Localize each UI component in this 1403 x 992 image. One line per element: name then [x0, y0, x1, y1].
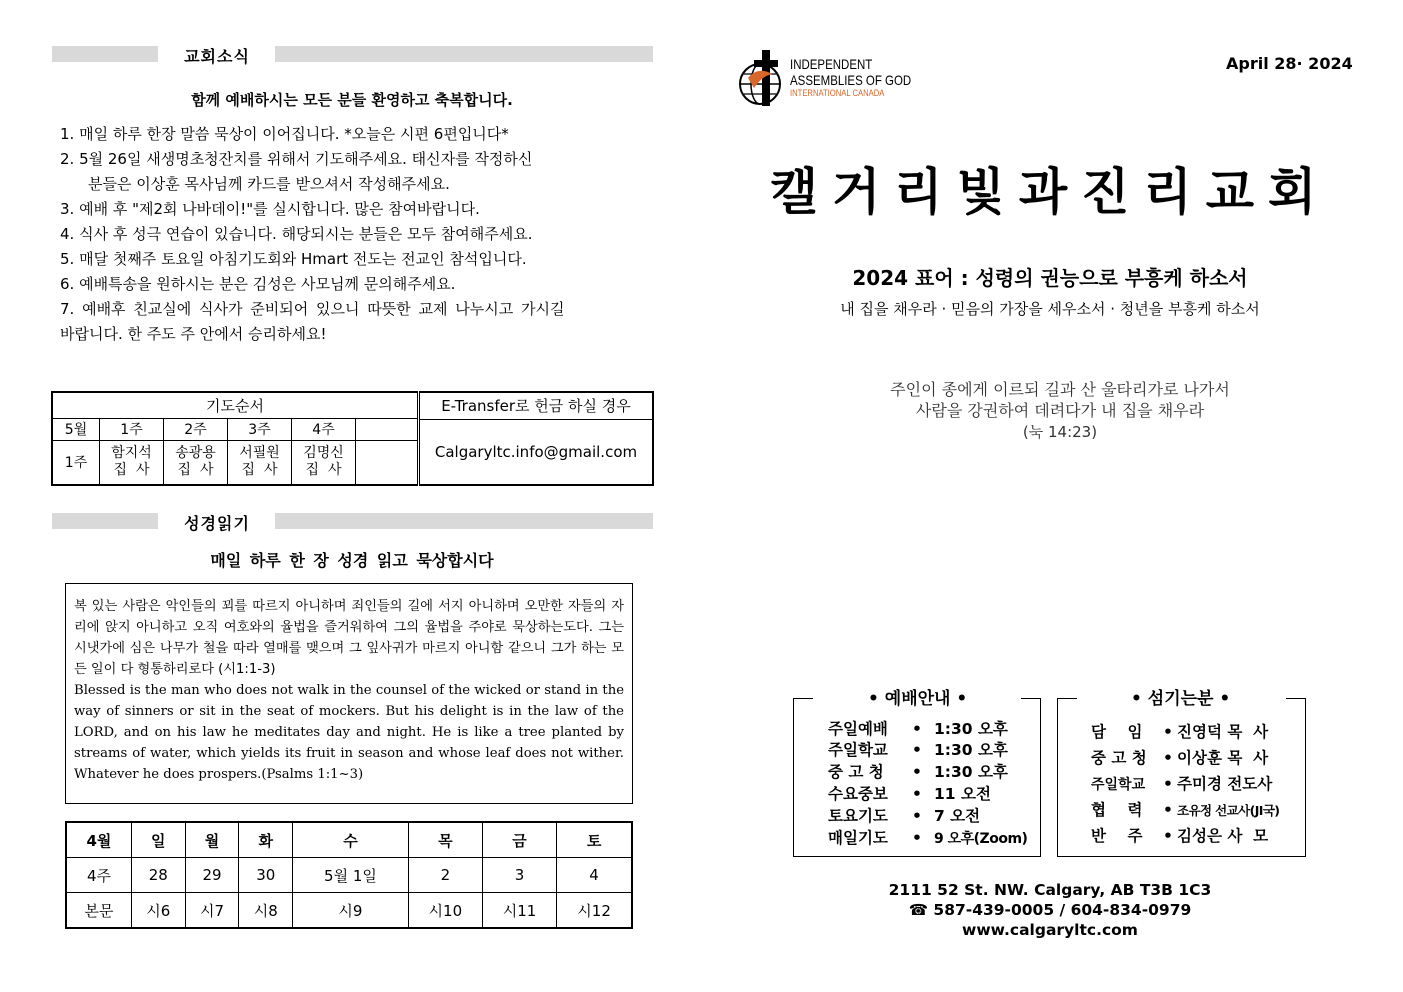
schedule-text: 시12 — [557, 893, 632, 929]
bible-header-bar-left — [52, 513, 158, 529]
schedule-date: 3 — [482, 858, 556, 893]
prayer-table — [51, 391, 654, 486]
schedule-header-tue: 화 — [239, 822, 293, 858]
worship-dot: • — [912, 720, 922, 738]
worship-dot: • — [912, 763, 922, 781]
worship-row-1 — [828, 717, 1008, 739]
worship-row-4 — [828, 782, 991, 804]
theme-verse-line-1: 주인이 종에게 이르되 길과 산 울타리가로 나가서 — [890, 380, 1230, 399]
bible-verse-box — [65, 583, 633, 804]
servant-dot: • — [1163, 723, 1173, 741]
news-welcome: 함께 예배하시는 모든 분들 환영하고 축복합니다. — [191, 91, 513, 109]
news-line-2b: 분들은 이상훈 목사님께 카드를 받으셔서 작성해주세요. — [88, 175, 450, 193]
worship-row-3 — [828, 760, 1008, 782]
bible-verse-english: Blessed is the man who does not walk in the counsel of the wicked or stand in the way of sinners or sit in the seat of mockers. But his delight is in the law of the LORD, and on his law he meditates day and night. He is like a tree planted by streams of water, which yields its fruit in season and whose leaf does not wither. Whatever he does prospers.(Psalms 1:1~3) — [74, 683, 624, 782]
schedule-date: 2 — [408, 858, 482, 893]
servant-person: 조유정 선교사(JI국) — [1177, 803, 1280, 818]
bible-title: 성경읽기 — [184, 514, 250, 533]
worship-dot: • — [912, 741, 922, 759]
bible-verse-korean: 복 있는 사람은 악인들의 꾀를 따르지 아니하며 죄인들의 길에 서지 아니하며 오만한 자들의 자리에 앉지 아니하고 오직 여호와의 율법을 즐거워하여 그의 율법을 주야로 묵상하는도다. 그는 시냇가에 심은 나무가 철을 따라 열매를 맺으며 그 잎사귀가 마르지 아니함 같으니 그가 하는 모든 일이 다 형통하리로다 (시1:1-3) — [74, 599, 624, 677]
logo-line-2: ASSEMBLIES OF GOD — [790, 72, 912, 88]
schedule-date: 4 — [557, 858, 632, 893]
schedule-date: 28 — [131, 858, 185, 893]
worship-time: 1:30 오후 — [934, 741, 1008, 759]
bulletin-date: April 28· 2024 — [1226, 54, 1353, 73]
worship-name: 주일학교 — [828, 741, 888, 759]
logo-line-1: INDEPENDENT — [790, 56, 873, 72]
prayer-person-name: 서필원 — [239, 445, 280, 462]
servant-role: 주일학교 — [1091, 777, 1146, 793]
worship-dot: • — [912, 807, 922, 825]
church-name: 캘거리빛과진리교회 — [769, 163, 1331, 221]
schedule-week: 4주 — [66, 858, 131, 893]
schedule-text: 시8 — [239, 893, 293, 929]
schedule-header-sat: 토 — [557, 822, 632, 858]
worship-name: 토요기도 — [828, 807, 888, 825]
prayer-person-title: 집 사 — [113, 462, 150, 479]
worship-row-2 — [828, 738, 1008, 760]
worship-name: 중 고 청 — [828, 763, 884, 781]
prayer-person-title: 집 사 — [177, 462, 214, 479]
schedule-date: 29 — [185, 858, 239, 893]
servant-row-5 — [1091, 824, 1268, 846]
servant-dot: • — [1163, 775, 1173, 793]
news-line-5: 5. 매달 첫째주 토요일 아침기도회와 Hmart 전도는 전교인 참석입니다. — [60, 250, 527, 268]
prayer-person-4 — [292, 440, 356, 485]
news-header-bar-right — [275, 46, 653, 62]
schedule-text: 시7 — [185, 893, 239, 929]
prayer-week-2: 2주 — [164, 419, 228, 440]
schedule-header-sun: 일 — [131, 822, 185, 858]
prayer-week-4: 4주 — [292, 419, 356, 440]
reading-schedule-table — [65, 821, 633, 929]
servant-person: 진영덕 목 사 — [1177, 723, 1269, 741]
schedule-header-thu: 목 — [408, 822, 482, 858]
motto-subtitle: 내 집을 채우라 · 믿음의 가장을 세우소서 · 청년을 부흥케 하소서 — [840, 300, 1260, 318]
servant-role: 중 고 청 — [1091, 749, 1147, 767]
prayer-week-1: 1주 — [100, 419, 164, 440]
church-phone: ☎ 587-439-0005 / 604-834-0979 — [908, 901, 1192, 919]
prayer-person-title: 집 사 — [305, 462, 342, 479]
prayer-header: 기도순서 — [52, 392, 419, 419]
schedule-text: 시11 — [482, 893, 556, 929]
schedule-text: 시6 — [131, 893, 185, 929]
servant-row-3 — [1091, 772, 1272, 794]
news-line-4: 4. 식사 후 성극 연습이 있습니다. 해당되시는 분들은 모두 참여해주세요. — [60, 225, 533, 243]
servant-person: 김성은 사 모 — [1177, 827, 1269, 845]
worship-row-6 — [828, 826, 1027, 848]
servant-row-1 — [1091, 720, 1268, 742]
news-line-6: 6. 예배특송을 원하시는 분은 김성은 사모님께 문의해주세요. — [60, 275, 456, 293]
servant-dot: • — [1163, 827, 1173, 845]
news-line-7b: 바랍니다. 한 주도 주 안에서 승리하세요! — [60, 325, 327, 343]
news-line-2: 2. 5월 26일 새생명초청잔치를 위해서 기도해주세요. 태신자를 작정하신 — [60, 150, 533, 168]
servants-title: • 섬기는분 • — [1125, 684, 1236, 709]
schedule-header-wed: 수 — [293, 822, 409, 858]
schedule-date: 5월 1일 — [293, 858, 409, 893]
bible-header-bar-right — [275, 513, 653, 529]
church-address: 2111 52 St. NW. Calgary, AB T3B 1C3 — [888, 881, 1212, 899]
servant-role: 협 력 — [1091, 801, 1143, 819]
worship-time: 7 오전 — [934, 807, 981, 825]
prayer-person-name: 송광용 — [175, 445, 216, 462]
servant-person: 주미경 전도사 — [1177, 775, 1273, 793]
servant-role: 담 임 — [1091, 723, 1143, 741]
worship-name: 수요중보 — [828, 785, 888, 803]
logo-line-3: INTERNATIONAL CANADA — [790, 88, 885, 98]
servant-row-2 — [1091, 746, 1268, 768]
news-header-bar-left — [52, 46, 158, 62]
servant-dot: • — [1163, 749, 1173, 767]
prayer-person-3 — [228, 440, 292, 485]
transfer-cell — [419, 392, 654, 485]
prayer-person-1 — [100, 440, 164, 485]
prayer-month: 5월 — [52, 419, 100, 440]
aog-logo — [738, 48, 918, 108]
worship-dot: • — [912, 829, 922, 847]
worship-time: 11 오전 — [934, 785, 991, 803]
globe-cross-icon — [738, 48, 786, 108]
worship-dot: • — [912, 785, 922, 803]
schedule-header-mon: 월 — [185, 822, 239, 858]
worship-name: 매일기도 — [828, 829, 888, 847]
theme-verse-line-2: 사람을 강권하여 데려다가 내 집을 채우라 — [915, 401, 1205, 420]
prayer-person-name: 함지석 — [111, 445, 152, 462]
prayer-week-3: 3주 — [228, 419, 292, 440]
news-line-1: 1. 매일 하루 한장 말씀 묵상이 이어집니다. *오늘은 시편 6편입니다* — [60, 125, 509, 143]
servant-dot: • — [1163, 801, 1173, 819]
news-line-3: 3. 예배 후 "제2회 나바데이!"를 실시합니다. 많은 참여바랍니다. — [60, 200, 480, 218]
worship-time: 1:30 오후 — [934, 720, 1008, 738]
news-title: 교회소식 — [184, 47, 250, 66]
servant-row-4 — [1091, 798, 1279, 820]
prayer-week-empty — [356, 419, 419, 440]
worship-title: • 예배안내 • — [862, 684, 973, 709]
schedule-text: 시9 — [293, 893, 409, 929]
prayer-person-2 — [164, 440, 228, 485]
schedule-text-label: 본문 — [66, 893, 131, 929]
worship-time: 1:30 오후 — [934, 763, 1008, 781]
prayer-person-title: 집 사 — [241, 462, 278, 479]
news-line-7: 7. 예배후 친교실에 식사가 준비되어 있으니 따뜻한 교제 나누시고 가시길 — [60, 300, 565, 318]
servant-role: 반 주 — [1091, 827, 1143, 845]
prayer-person-empty — [356, 440, 419, 485]
schedule-text: 시10 — [408, 893, 482, 929]
motto: 2024 표어 : 성령의 권능으로 부흥케 하소서 — [852, 266, 1248, 290]
bible-subtitle: 매일 하루 한 장 성경 읽고 묵상합시다 — [210, 551, 494, 570]
church-website: www.calgaryltc.com — [962, 921, 1138, 939]
schedule-header-month: 4월 — [66, 822, 131, 858]
worship-row-5 — [828, 804, 980, 826]
schedule-date: 30 — [239, 858, 293, 893]
transfer-email: Calgaryltc.info@gmail.com — [434, 443, 638, 461]
worship-time: 9 오후(Zoom) — [934, 831, 1028, 847]
transfer-header: E-Transfer로 헌금 하실 경우 — [420, 393, 652, 420]
worship-name: 주일예배 — [828, 720, 888, 738]
servant-person: 이상훈 목 사 — [1177, 749, 1269, 767]
prayer-person-name: 김명신 — [303, 445, 344, 462]
prayer-row-label: 1주 — [52, 440, 100, 485]
schedule-header-fri: 금 — [482, 822, 556, 858]
theme-verse-ref: (눅 14:23) — [1022, 423, 1098, 441]
